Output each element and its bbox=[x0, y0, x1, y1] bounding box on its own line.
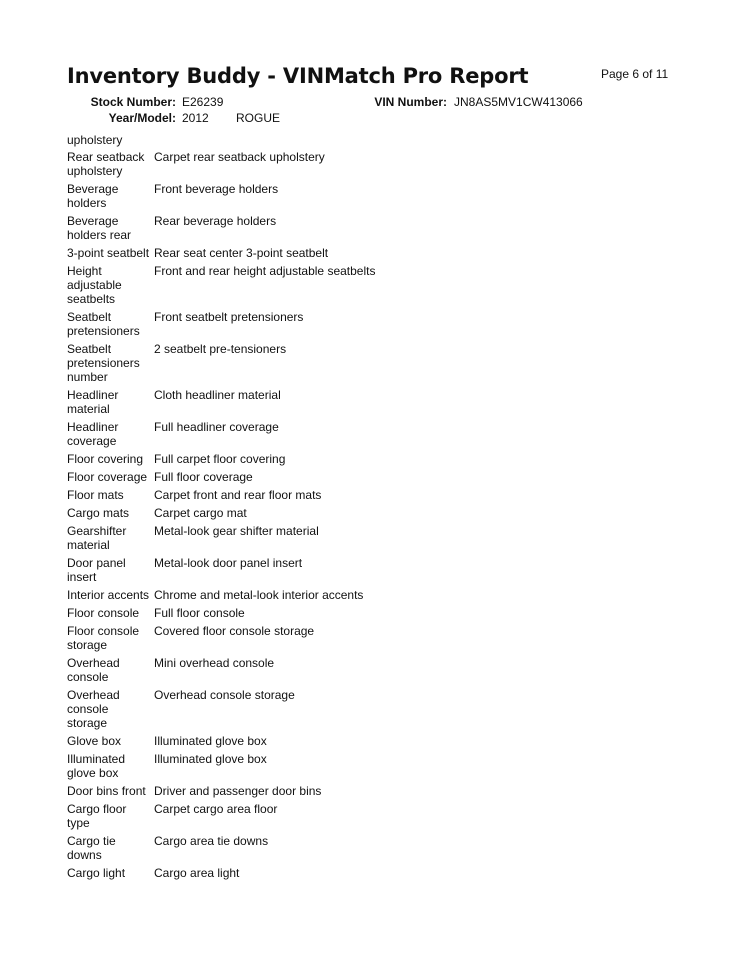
feature-description: Mini overhead console bbox=[154, 656, 275, 670]
feature-description: Metal-look gear shifter material bbox=[154, 524, 319, 538]
feature-description: Rear seat center 3-point seatbelt bbox=[154, 246, 329, 260]
continued-text: upholstery bbox=[67, 133, 123, 147]
table-row bbox=[67, 470, 667, 484]
feature-name: Cargo floor type bbox=[67, 802, 127, 830]
table-row bbox=[67, 182, 667, 210]
feature-description: Cloth headliner material bbox=[154, 388, 281, 402]
feature-description: Illuminated glove box bbox=[154, 752, 267, 766]
report-title: Inventory Buddy - VINMatch Pro Report bbox=[67, 64, 529, 88]
feature-name: Door bins front bbox=[67, 784, 146, 798]
feature-name: Door panel insert bbox=[67, 556, 126, 584]
feature-description: 2 seatbelt pre-tensioners bbox=[154, 342, 287, 356]
stock-number-value: E26239 bbox=[182, 95, 224, 109]
feature-description: Driver and passenger door bins bbox=[154, 784, 322, 798]
feature-description: Full carpet floor covering bbox=[154, 452, 286, 466]
feature-description: Carpet cargo area floor bbox=[154, 802, 278, 816]
table-row bbox=[67, 310, 667, 338]
feature-description: Chrome and metal-look interior accents bbox=[154, 588, 364, 602]
feature-name: Cargo tie downs bbox=[67, 834, 116, 862]
feature-description: Front beverage holders bbox=[154, 182, 279, 196]
vin-number-value: JN8AS5MV1CW413066 bbox=[454, 95, 583, 109]
feature-name: Height adjustable seatbelts bbox=[67, 264, 122, 306]
model-value: ROGUE bbox=[236, 111, 281, 125]
feature-description: Full headliner coverage bbox=[154, 420, 279, 434]
feature-description: Carpet cargo mat bbox=[154, 506, 247, 520]
feature-name: Overhead console storage bbox=[67, 688, 120, 730]
feature-description: Cargo area tie downs bbox=[154, 834, 269, 848]
feature-description: Rear beverage holders bbox=[154, 214, 277, 228]
feature-name: Seatbelt pretensioners number bbox=[67, 342, 140, 384]
feature-name: Rear seatback upholstery bbox=[67, 150, 145, 178]
feature-description: Overhead console storage bbox=[154, 688, 295, 702]
table-row bbox=[67, 150, 667, 178]
table-row bbox=[67, 388, 667, 416]
table-row bbox=[67, 556, 667, 584]
table-row bbox=[67, 506, 667, 520]
feature-name: Gearshifter material bbox=[67, 524, 127, 552]
feature-name: Overhead console bbox=[67, 656, 120, 684]
feature-table bbox=[67, 150, 667, 884]
table-row bbox=[67, 214, 667, 242]
feature-name: Beverage holders bbox=[67, 182, 119, 210]
vin-number-label: VIN Number: bbox=[374, 95, 447, 109]
table-row bbox=[67, 784, 667, 798]
feature-name: 3-point seatbelt bbox=[67, 246, 150, 260]
table-row bbox=[67, 420, 667, 448]
table-row bbox=[67, 688, 667, 730]
feature-name: Headliner coverage bbox=[67, 420, 119, 448]
feature-description: Metal-look door panel insert bbox=[154, 556, 303, 570]
table-row bbox=[67, 524, 667, 552]
feature-name: Interior accents bbox=[67, 588, 150, 602]
feature-name: Beverage holders rear bbox=[67, 214, 132, 242]
stock-number-label: Stock Number: bbox=[90, 95, 176, 109]
table-row bbox=[67, 588, 667, 602]
feature-description: Covered floor console storage bbox=[154, 624, 315, 638]
table-row bbox=[67, 656, 667, 684]
feature-description: Full floor coverage bbox=[154, 470, 253, 484]
table-row bbox=[67, 342, 667, 384]
year-value: 2012 bbox=[182, 111, 209, 125]
feature-description: Illuminated glove box bbox=[154, 734, 267, 748]
table-row bbox=[67, 488, 667, 502]
feature-name: Seatbelt pretensioners bbox=[67, 310, 140, 338]
feature-description: Front and rear height adjustable seatbelts bbox=[154, 264, 376, 278]
table-row bbox=[67, 246, 667, 260]
table-row bbox=[67, 606, 667, 620]
feature-description: Cargo area light bbox=[154, 866, 240, 880]
feature-name: Cargo mats bbox=[67, 506, 130, 520]
feature-name: Floor covering bbox=[67, 452, 144, 466]
feature-name: Glove box bbox=[67, 734, 122, 748]
table-row bbox=[67, 802, 667, 830]
table-row bbox=[67, 624, 667, 652]
feature-name: Floor coverage bbox=[67, 470, 148, 484]
table-row bbox=[67, 452, 667, 466]
feature-name: Illuminated glove box bbox=[67, 752, 126, 780]
feature-name: Floor console storage bbox=[67, 624, 140, 652]
feature-description: Full floor console bbox=[154, 606, 245, 620]
feature-name: Cargo light bbox=[67, 866, 126, 880]
feature-description: Front seatbelt pretensioners bbox=[154, 310, 304, 324]
table-row bbox=[67, 734, 667, 748]
feature-description: Carpet rear seatback upholstery bbox=[154, 150, 325, 164]
feature-description: Carpet front and rear floor mats bbox=[154, 488, 322, 502]
table-row bbox=[67, 264, 667, 306]
table-row bbox=[67, 752, 667, 780]
page-number: Page 6 of 11 bbox=[601, 67, 669, 81]
feature-name: Floor console bbox=[67, 606, 140, 620]
feature-name: Floor mats bbox=[67, 488, 124, 502]
table-row bbox=[67, 834, 667, 862]
year-model-label: Year/Model: bbox=[108, 111, 176, 125]
feature-name: Headliner material bbox=[67, 388, 119, 416]
table-row bbox=[67, 866, 667, 880]
